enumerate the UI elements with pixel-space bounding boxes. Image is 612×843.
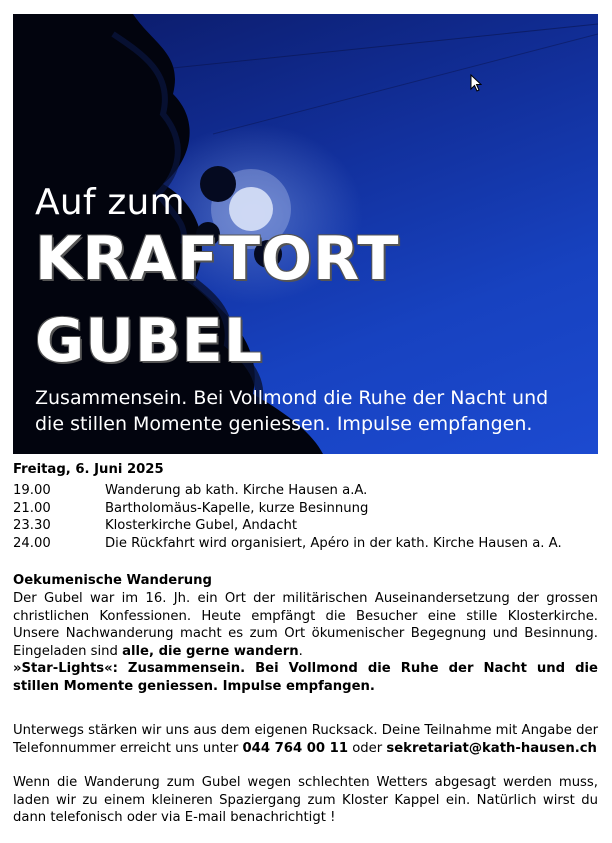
schedule-time: 21.00 [13, 500, 51, 516]
schedule-text: Klosterkirche Gubel, Andacht [105, 518, 298, 534]
registration-text: Unterwegs stärken wir uns aus dem eigenen Rucksack. Deine Teilnahme mit Angabe der Telefonnummer erreicht uns unter [13, 723, 598, 756]
description-end: . [298, 643, 303, 659]
hero-subtitle: Auf zum [35, 182, 185, 223]
weather-notice-paragraph: Wenn die Wanderung zum Gubel wegen schlechten Wetters abgesagt werden muss, laden wir zu einem kleineren Spaziergang zum Kloster Kappel ein. Natürlich wirst du dann telefonisch oder via E-mail benachrichtigt ! [13, 775, 598, 826]
hero-tagline [35, 385, 575, 437]
invitation-highlight: alle, die gerne wandern [122, 643, 299, 659]
hero-tagline-line1: Zusammensein. Bei Vollmond die Ruhe der Nacht und [35, 387, 549, 409]
schedule-text: Bartholomäus-Kapelle, kurze Besinnung [105, 500, 369, 516]
starlights-motto: »Star-Lights«: Zusammensein. Bei Vollmond die Ruhe der Nacht und die stillen Momente geniessen. Impulse empfangen. [13, 661, 598, 694]
registration-or: oder [348, 740, 387, 756]
schedule-time: 19.00 [13, 483, 51, 498]
phone-number: 044 764 00 11 [242, 740, 349, 756]
event-date: Freitag, 6. Juni 2025 [13, 462, 164, 477]
schedule-time: 24.00 [13, 535, 51, 551]
email-address[interactable]: sekretariat@kath-hausen.ch [386, 740, 597, 756]
description-paragraph [13, 590, 598, 696]
registration-paragraph [13, 722, 598, 757]
hero-title-line1: KRAFTORT [35, 224, 400, 294]
schedule-row [13, 517, 598, 535]
schedule-row [13, 482, 598, 500]
schedule-text: Wanderung ab kath. Kirche Hausen a.A. [105, 483, 368, 498]
hero-title-line2: GUBEL [35, 306, 263, 376]
mouse-pointer-icon [470, 74, 482, 92]
description-text: Der Gubel war im 16. Jh. ein Ort der militärischen Auseinandersetzung der grossen christlichen Konfessionen. Heute empfängt die Besucher eine stille Klosterkirche. Unsere Nachwanderung macht es zum Ort ökumenischer Begegnung und Besinnung. Eingeladen sind [13, 591, 598, 659]
schedule-row [13, 535, 598, 553]
hero-tagline-line2: die stillen Momente geniessen. Impulse empfangen. [35, 413, 533, 435]
event-schedule [13, 482, 598, 552]
schedule-time: 23.30 [13, 518, 51, 534]
hero-image [13, 14, 598, 454]
section-title: Oekumenische Wanderung [13, 573, 212, 588]
schedule-row [13, 500, 598, 518]
schedule-text: Die Rückfahrt wird organisiert, Apéro in der kath. Kirche Hausen a. A. [105, 535, 562, 551]
